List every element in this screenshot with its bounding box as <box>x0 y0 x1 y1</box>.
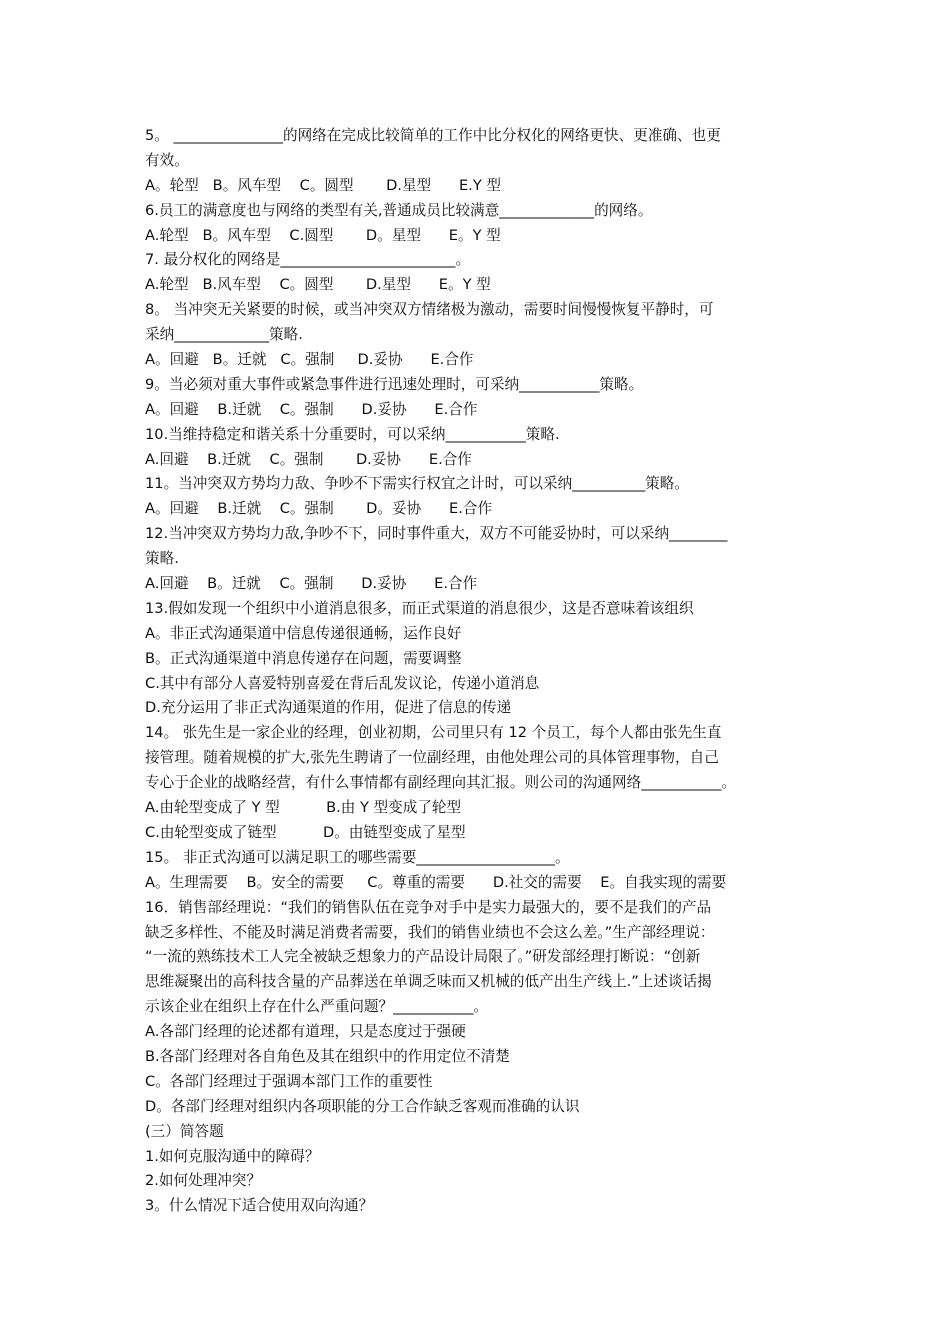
text-line: A。生理需要 B。安全的需要 C。尊重的需要 D.社交的需要 E。自我实现的需要 <box>145 873 727 891</box>
text-line: (三）简答题 <box>145 1122 224 1140</box>
text-line: 2.如何处理冲突？ <box>145 1172 262 1190</box>
text-line: A。回避 B。迁就 C。强制 D.妥协 E.合作 <box>145 351 474 369</box>
text-line: A.回避 B。迁就 C。强制 D.妥协 E.合作 <box>145 575 478 593</box>
text-line: A。回避 B.迁就 C。强制 D.妥协 E.合作 <box>145 400 478 418</box>
text-line: 缺乏多样性、不能及时满足消费者需要，我们的销售业绩也不会这么差。”生产部经理说： <box>145 923 715 941</box>
text-line: 接管理。随着规模的扩大,张先生聘请了一位副经理，由他处理公司的具体管理事物，自己 <box>145 749 719 767</box>
text-line: A。非正式沟通渠道中信息传递很通畅，运作良好 <box>145 624 462 642</box>
text-line: 5。 _______________的网络在完成比较简单的工作中比分权化的网络更快、更准确、也更 <box>145 127 721 144</box>
text-line: 8。 当冲突无关紧要的时候，或当冲突双方情绪极为激动，需要时间慢慢恢复平静时，可 <box>145 301 714 319</box>
text-line: 思维凝聚出的高科技含量的产品葬送在单调乏味而又机械的低产出生产线上.”上述谈话揭 <box>145 973 712 991</box>
text-line: 12.当冲突双方势均力敌,争吵不下，同时事件重大，双方不可能妥协时，可以采纳________ <box>145 525 728 543</box>
text-line: A。回避 B.迁就 C。强制 D。妥协 E.合作 <box>145 500 493 518</box>
text-line: D。各部门经理对组织内各项职能的分工合作缺乏客观而准确的认识 <box>145 1097 580 1115</box>
text-line: B。正式沟通渠道中消息传递存在问题，需要调整 <box>145 649 462 667</box>
text-line: 专心于企业的战略经营，有什么事情都有副经理向其汇报。则公司的沟通网络___________。 <box>145 774 737 792</box>
text-line: A.轮型 B.风车型 C。圆型 D.星型 E。Y 型 <box>145 276 491 294</box>
text-line: C。各部门经理过于强调本部门工作的重要性 <box>145 1072 433 1090</box>
text-line: 6.员工的满意度也与网络的类型有关,普通成员比较满意_____________的网络。 <box>145 201 653 219</box>
text-line: 16．销售部经理说：“我们的销售队伍在竞争对手中是实力最强大的，要不是我们的产品 <box>145 898 712 916</box>
text-line: 采纳_____________策略. <box>145 326 303 344</box>
text-line: B.各部门经理对各自角色及其在组织中的作用定位不清楚 <box>145 1047 510 1065</box>
text-line: D.充分运用了非正式沟通渠道的作用，促进了信息的传递 <box>145 699 512 717</box>
text-line: 示该企业在组织上存在什么严重问题？___________。 <box>145 998 488 1016</box>
text-line: 15。 非正式沟通可以满足职工的哪些需要___________________。 <box>145 848 570 866</box>
text-line: A.回避 B.迁就 C。强制 D.妥协 E.合作 <box>145 450 472 468</box>
text-line: 11。当冲突双方势均力敌、争吵不下需实行权宜之计时，可以采纳__________策略。 <box>145 475 689 493</box>
text-line: A.各部门经理的论述都有道理，只是态度过于强硬 <box>145 1023 466 1041</box>
text-line: A。轮型 B。风车型 C。圆型 D.星型 E.Y 型 <box>145 176 501 194</box>
text-line: C.由轮型变成了链型 D。由链型变成了星型 <box>145 823 466 841</box>
text-line: 9。当必须对重大事件或紧急事件进行迅速处理时，可采纳___________策略。 <box>145 375 644 393</box>
text-line: 10.当维持稳定和谐关系十分重要时，可以采纳___________策略. <box>145 425 560 443</box>
text-line: 3。什么情况下适合使用双向沟通？ <box>145 1197 374 1215</box>
text-line: 14。 张先生是一家企业的经理，创业初期，公司里只有 12 个员工，每个人都由张先生直 <box>145 724 722 742</box>
text-line: 1.如何克服沟通中的障碍？ <box>145 1147 320 1165</box>
text-line: 7. 最分权化的网络是________________________。 <box>145 251 471 269</box>
text-line: 有效。 <box>145 151 189 169</box>
text-line: A.由轮型变成了 Y 型 B.由 Y 型变成了轮型 <box>145 799 462 817</box>
document-body <box>145 124 817 1219</box>
text-line: A.轮型 B。风车型 C.圆型 D。星型 E。Y 型 <box>145 226 501 244</box>
text-line: C.其中有部分人喜爱特别喜爱在背后乱发议论，传递小道消息 <box>145 674 540 692</box>
text-line: “一流的熟练技术工人完全被缺乏想象力的产品设计局限了。”研发部经理打断说：“创新 <box>145 948 701 966</box>
text-line: 策略. <box>145 550 179 568</box>
text-line: 13.假如发现一个组织中小道消息很多，而正式渠道的消息很少，这是否意味着该组织 <box>145 599 694 617</box>
